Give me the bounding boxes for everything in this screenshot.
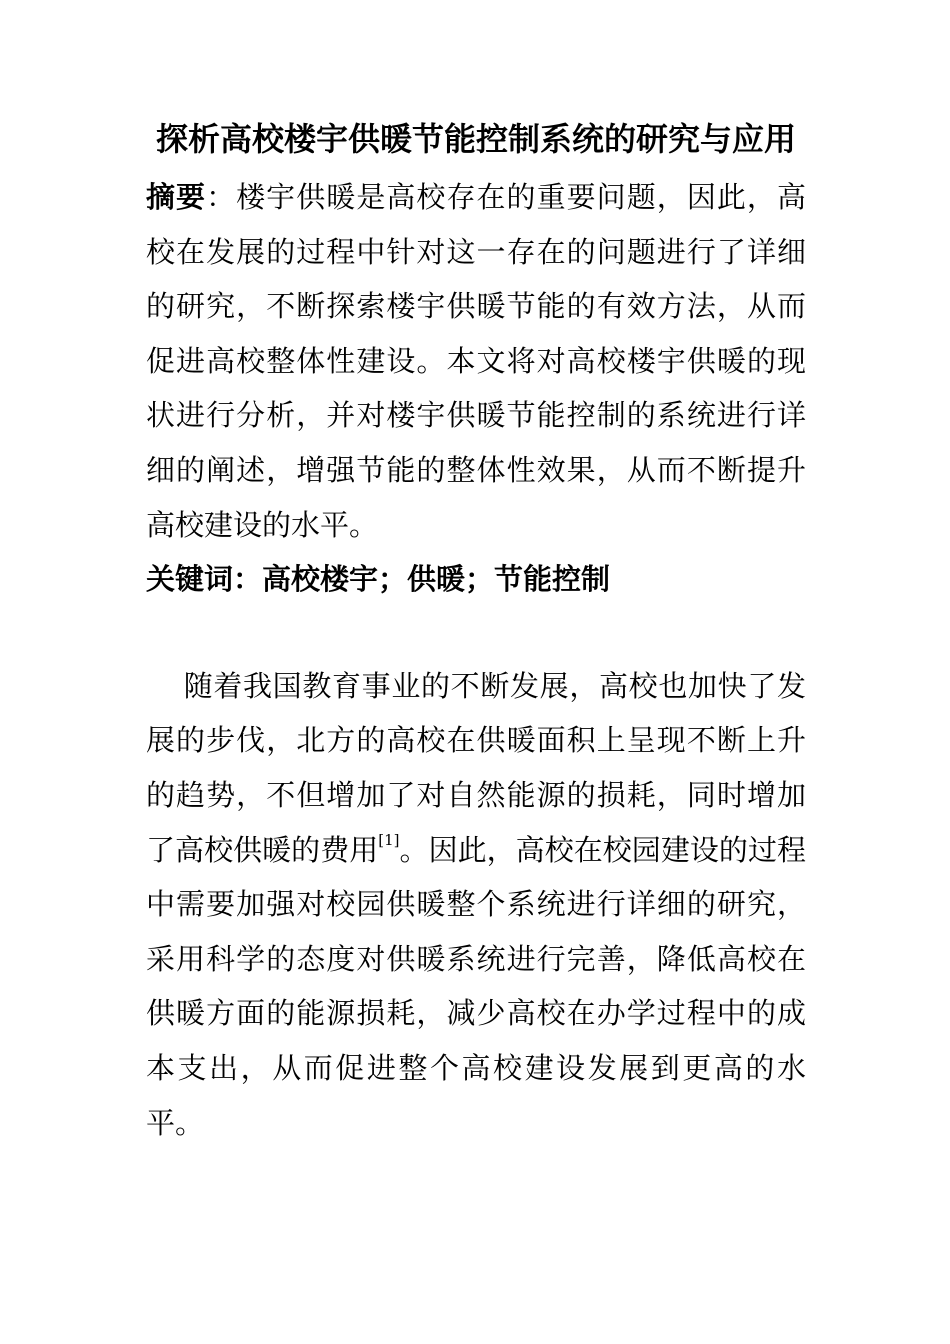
citation-marker[interactable]: [1] (378, 830, 400, 849)
keywords-line: 关键词：高校楼宇；供暖；节能控制 (146, 562, 611, 597)
paper-title: 探析高校楼宇供暖节能控制系统的研究与应用 (155, 120, 796, 158)
body-text-part-1: 随着我国教育事业的不断发展，高校也加快了发展的步伐，北方的高校在供暖面积上呈现不断上升的趋势，不但增加了对自然能源的损耗，同时增加了高校供暖的费用 (146, 668, 806, 867)
abstract-text: 楼宇供暖是高校存在的重要问题，因此，高校在发展的过程中针对这一存在的问题进行了详细的研究，不断探索楼宇供暖节能的有效方法，从而促进高校整体性建设。本文将对高校楼宇供暖的现状进行分析，并对楼宇供暖节能控制的系统进行详细的阐述，增强节能的整体性效果，从而不断提升高校建设的水平。 (146, 180, 806, 542)
body-text-part-2: 。因此，高校在校园建设的过程中需要加强对校园供暖整个系统进行详细的研究，采用科学的态度对供暖系统进行完善，降低高校在供暖方面的能源损耗，减少高校在办学过程中的成本支出，从而促进整个高校建设发展到更高的水平。 (146, 832, 806, 1140)
section-spacer (146, 607, 806, 659)
abstract-paragraph (146, 170, 806, 552)
abstract-colon: ： (206, 180, 237, 214)
abstract-label: 摘要 (146, 180, 207, 214)
body-paragraph (146, 659, 806, 1150)
document-page (146, 108, 806, 1150)
